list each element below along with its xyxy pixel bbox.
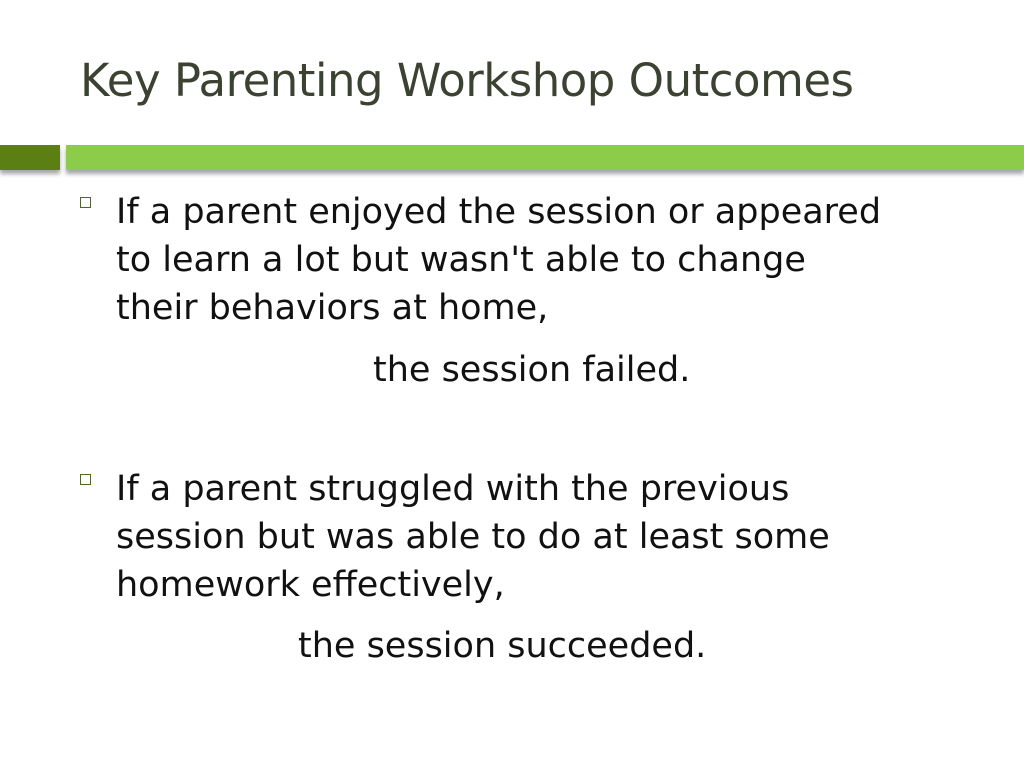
- bullet-line: their behaviors at home,: [116, 288, 549, 328]
- square-bullet-icon: [80, 474, 91, 485]
- bullet-line: If a parent struggled with the previous: [116, 469, 790, 509]
- bullet-result-succeeded: the session succeeded.: [298, 626, 707, 666]
- title-accent-bar-dark: [0, 145, 60, 170]
- bullet-line: If a parent enjoyed the session or appeared: [116, 192, 882, 232]
- bullet-text: [116, 188, 996, 332]
- bullet-line: homework effectively,: [116, 565, 505, 605]
- bullet-line: session but was able to do at least some: [116, 517, 830, 557]
- bullet-result-failed: the session failed.: [373, 350, 691, 390]
- square-bullet-icon: [80, 197, 91, 208]
- bullet-line: to learn a lot but wasn't able to change: [116, 240, 806, 280]
- slide-title: Key Parenting Workshop Outcomes: [80, 54, 854, 107]
- bullet-text: [116, 465, 996, 609]
- title-accent-bar-light: [66, 145, 1024, 170]
